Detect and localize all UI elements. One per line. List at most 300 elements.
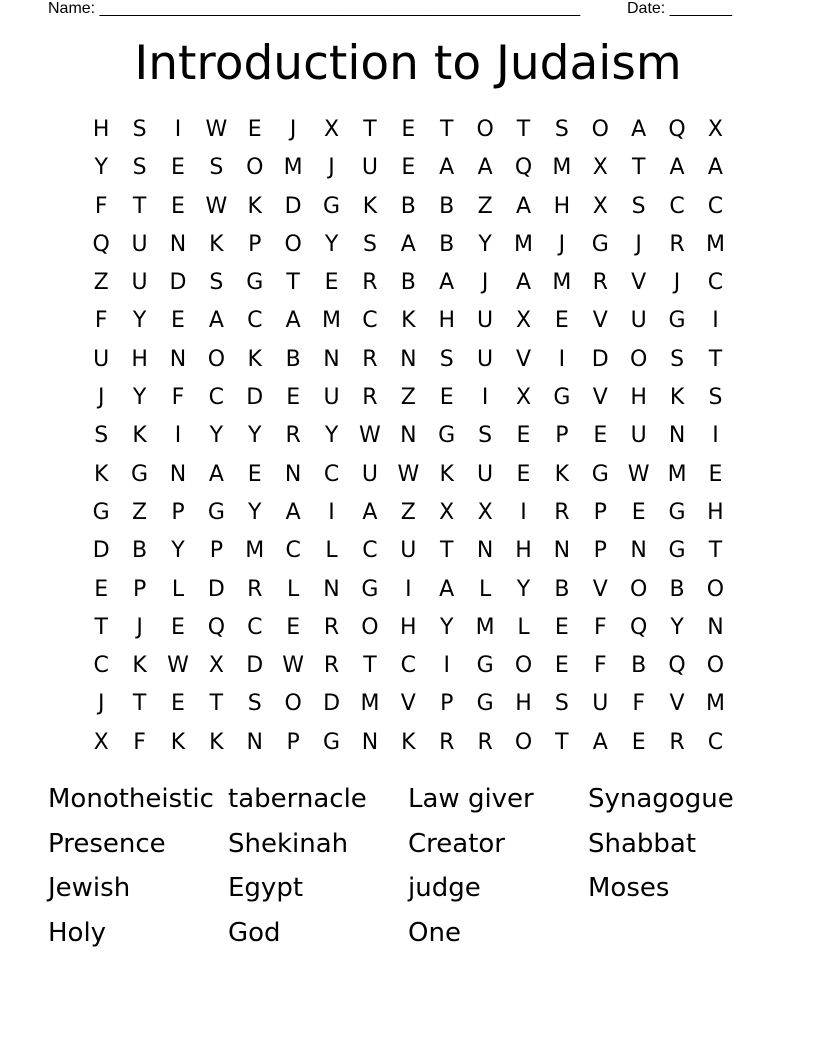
grid-letter: P <box>209 538 223 564</box>
grid-letter: A <box>631 117 647 142</box>
grid-letter: X <box>515 308 532 334</box>
grid-letter: A <box>439 576 455 602</box>
grid-letter: C <box>400 653 416 679</box>
grid-letter: Y <box>132 308 147 334</box>
grid-letter: Z <box>132 499 148 525</box>
grid-letter: K <box>132 423 147 449</box>
grid-letter: M <box>322 308 342 334</box>
grid-letter: Q <box>207 614 226 640</box>
grid-letter: P <box>440 691 454 717</box>
grid-letter: Z <box>400 499 416 525</box>
grid-letter: U <box>630 423 647 449</box>
grid-letter: U <box>93 346 110 372</box>
grid-letter: A <box>515 270 532 296</box>
grid-letter: E <box>516 461 531 487</box>
grid-letter: Y <box>171 538 185 564</box>
grid-letter: A <box>669 155 685 181</box>
grid-letter: E <box>171 308 185 334</box>
grid-letter: W <box>205 117 228 142</box>
page-title: Introduction to Judaism <box>134 36 682 91</box>
grid-letter: U <box>477 308 494 334</box>
grid-letter: C <box>362 308 378 334</box>
grid-letter: X <box>592 193 608 219</box>
grid-letter: C <box>93 653 109 679</box>
grid-letter: T <box>363 117 377 142</box>
grid-letter: K <box>554 461 570 487</box>
grid-letter: D <box>169 270 187 296</box>
grid-letter: U <box>592 691 609 717</box>
grid-letter: O <box>630 576 648 602</box>
grid-letter: S <box>439 346 454 372</box>
grid-letter: N <box>169 231 187 257</box>
grid-letter: E <box>516 423 531 449</box>
grid-letter: I <box>481 385 489 411</box>
grid-letter: G <box>668 308 686 334</box>
word-bank-item: tabernacle <box>228 784 367 814</box>
grid-letter: H <box>630 385 647 411</box>
grid-letter: X <box>324 117 340 142</box>
grid-letter: Y <box>132 385 147 411</box>
word-bank-item: Jewish <box>48 873 131 903</box>
grid-letter: T <box>439 538 454 564</box>
grid-letter: K <box>362 193 378 219</box>
grid-letter: B <box>669 576 685 602</box>
grid-letter: S <box>670 346 685 372</box>
grid-letter: K <box>247 193 262 219</box>
grid-letter: F <box>94 193 108 219</box>
grid-letter: Y <box>94 155 108 181</box>
grid-letter: U <box>131 270 148 296</box>
grid-letter: W <box>205 193 228 219</box>
grid-letter: I <box>712 308 719 334</box>
grid-letter: R <box>669 231 685 257</box>
grid-letter: U <box>361 461 378 487</box>
grid-letter: H <box>92 117 110 142</box>
grid-letter: S <box>554 691 569 717</box>
grid-letter: W <box>282 653 305 679</box>
grid-letter: E <box>593 423 608 449</box>
grid-letter: N <box>246 729 263 755</box>
grid-letter: A <box>439 270 455 296</box>
grid-letter: F <box>94 308 108 334</box>
grid-letter: Y <box>670 614 684 640</box>
grid-letter: C <box>707 270 724 296</box>
grid-letter: U <box>361 155 378 181</box>
grid-letter: P <box>593 499 607 525</box>
grid-letter: C <box>362 538 378 564</box>
grid-letter: S <box>478 423 493 449</box>
grid-letter: N <box>169 346 187 372</box>
grid-letter: T <box>286 270 300 296</box>
grid-letter: K <box>439 461 454 487</box>
grid-letter: Q <box>668 653 686 679</box>
grid-letter: T <box>439 117 454 142</box>
grid-letter: Y <box>516 576 531 602</box>
grid-letter: G <box>668 499 686 525</box>
grid-letter: K <box>93 461 109 487</box>
grid-letter: N <box>284 461 302 487</box>
grid-letter: D <box>246 385 264 411</box>
grid-letter: F <box>171 385 185 411</box>
grid-letter: M <box>283 155 303 181</box>
grid-letter: R <box>362 385 378 411</box>
grid-letter: D <box>207 576 225 602</box>
grid-letter: A <box>439 155 455 181</box>
grid-letter: N <box>476 538 494 564</box>
grid-letter: N <box>553 538 571 564</box>
grid-letter: P <box>286 729 300 755</box>
grid-letter: B <box>285 346 301 372</box>
grid-letter: D <box>92 538 110 564</box>
grid-letter: E <box>554 653 569 679</box>
grid-letter: I <box>174 423 182 449</box>
grid-letter: N <box>400 423 417 449</box>
grid-letter: E <box>247 117 262 142</box>
grid-letter: A <box>208 461 224 487</box>
grid-letter: G <box>553 385 571 411</box>
grid-letter: V <box>592 385 608 411</box>
grid-letter: S <box>209 155 224 181</box>
grid-letter: K <box>209 729 224 755</box>
grid-letter: O <box>630 346 648 372</box>
grid-letter: C <box>247 308 263 334</box>
grid-letter: J <box>97 691 105 717</box>
grid-letter: E <box>94 576 109 602</box>
grid-letter: M <box>360 691 380 717</box>
grid-letter: W <box>397 461 420 487</box>
grid-letter: R <box>669 729 685 755</box>
grid-letter: G <box>668 538 686 564</box>
grid-letter: A <box>707 155 723 181</box>
grid-letter: A <box>477 155 493 181</box>
grid-letter: O <box>284 231 302 257</box>
name-field: Name: ______________________________________________________ <box>48 0 581 17</box>
grid-letter: E <box>286 614 301 640</box>
grid-letter: Y <box>324 423 339 449</box>
grid-letter: W <box>167 653 189 679</box>
grid-letter: I <box>405 576 412 602</box>
grid-letter: E <box>171 193 185 219</box>
grid-letter: R <box>477 729 493 755</box>
grid-letter: U <box>630 308 647 334</box>
grid-letter: E <box>171 155 185 181</box>
grid-letter: H <box>515 691 532 717</box>
grid-letter: D <box>323 691 341 717</box>
grid-letter: T <box>555 729 569 755</box>
grid-letter: O <box>706 576 725 602</box>
grid-letter: N <box>400 346 417 372</box>
grid-letter: V <box>515 346 532 372</box>
grid-letter: X <box>208 653 224 679</box>
grid-letter: L <box>287 576 300 602</box>
grid-letter: T <box>363 653 377 679</box>
grid-letter: P <box>555 423 569 449</box>
grid-letter: F <box>593 653 607 679</box>
word-bank-item: Egypt <box>228 873 304 903</box>
grid-letter: T <box>708 346 723 372</box>
grid-letter: I <box>443 653 450 679</box>
word-bank-item: Law giver <box>408 784 534 814</box>
grid-letter: D <box>284 193 302 219</box>
grid-letter: G <box>361 576 379 602</box>
grid-letter: S <box>362 231 377 257</box>
grid-letter: L <box>325 538 338 564</box>
grid-letter: C <box>208 385 225 411</box>
grid-letter: R <box>323 653 340 679</box>
grid-letter: D <box>246 653 264 679</box>
grid-letter: A <box>592 729 608 755</box>
grid-letter: E <box>554 614 569 640</box>
grid-letter: S <box>247 691 262 717</box>
grid-letter: P <box>171 499 185 525</box>
grid-letter: S <box>132 117 147 142</box>
grid-letter: S <box>631 193 646 219</box>
grid-letter: J <box>481 270 489 296</box>
grid-letter: H <box>707 499 724 525</box>
grid-letter: X <box>515 385 532 411</box>
grid-letter: Y <box>478 231 492 257</box>
date-field: Date: _______ <box>627 0 732 17</box>
grid-letter: H <box>553 193 571 219</box>
grid-letter: T <box>132 193 147 219</box>
grid-letter: O <box>476 117 494 142</box>
grid-letter: M <box>705 231 725 257</box>
grid-letter: M <box>667 461 687 487</box>
grid-letter: N <box>323 576 340 602</box>
grid-letter: T <box>708 538 723 564</box>
grid-letter: A <box>362 499 378 525</box>
grid-letter: U <box>477 346 494 372</box>
grid-letter: G <box>476 691 494 717</box>
word-bank-item: judge <box>408 873 481 903</box>
word-bank-item: Moses <box>588 873 670 903</box>
grid-letter: W <box>359 423 381 449</box>
grid-letter: Y <box>209 423 224 449</box>
grid-letter: N <box>361 729 379 755</box>
grid-letter: E <box>286 385 301 411</box>
grid-letter: N <box>668 423 686 449</box>
grid-letter: G <box>92 499 110 525</box>
grid-letter: D <box>591 346 609 372</box>
grid-letter: O <box>284 691 302 717</box>
grid-letter: E <box>631 729 646 755</box>
grid-letter: H <box>438 308 455 334</box>
grid-letter: C <box>247 614 263 640</box>
grid-letter: O <box>706 653 725 679</box>
grid-letter: R <box>323 614 340 640</box>
word-bank <box>48 777 768 955</box>
grid-letter: E <box>631 499 646 525</box>
grid-letter: A <box>515 193 532 219</box>
grid-letter: R <box>554 499 570 525</box>
grid-letter: F <box>133 729 146 755</box>
grid-letter: G <box>323 729 341 755</box>
grid-letter: O <box>207 346 226 372</box>
grid-letter: X <box>439 499 455 525</box>
grid-letter: E <box>247 461 262 487</box>
grid-letter: V <box>631 270 647 296</box>
word-bank-item: Monotheistic <box>48 784 214 814</box>
word-bank-item: God <box>228 917 281 948</box>
word-bank-item: Synagogue <box>588 784 734 814</box>
grid-letter: E <box>324 270 339 296</box>
word-bank-item: One <box>408 917 461 948</box>
grid-letter: N <box>630 538 647 564</box>
grid-letter: C <box>285 538 301 564</box>
grid-letter: E <box>171 691 185 717</box>
grid-letter: C <box>323 461 340 487</box>
grid-letter: L <box>171 576 185 602</box>
grid-letter: B <box>439 193 455 219</box>
grid-letter: S <box>94 423 109 449</box>
grid-letter: Q <box>630 614 648 640</box>
grid-letter: S <box>708 385 723 411</box>
grid-letter: J <box>289 117 297 142</box>
grid-letter: Y <box>248 499 262 525</box>
word-bank-item: Shekinah <box>228 828 349 859</box>
grid-letter: N <box>707 614 724 640</box>
grid-letter: T <box>132 691 147 717</box>
grid-letter: Z <box>400 385 416 411</box>
grid-letter: R <box>362 346 378 372</box>
grid-letter: S <box>209 270 224 296</box>
grid-letter: X <box>592 155 608 181</box>
grid-letter: T <box>631 155 646 181</box>
grid-letter: K <box>669 385 685 411</box>
grid-letter: J <box>558 231 566 257</box>
grid-letter: G <box>246 270 264 296</box>
grid-letter: X <box>707 117 723 142</box>
grid-letter: I <box>558 346 566 372</box>
grid-letter: A <box>208 308 224 334</box>
grid-letter: H <box>131 346 148 372</box>
grid-letter: I <box>520 499 527 525</box>
word-bank-item: Shabbat <box>588 828 697 859</box>
grid-letter: A <box>400 231 416 257</box>
grid-letter: B <box>400 270 416 296</box>
grid-letter: R <box>592 270 608 296</box>
grid-letter: G <box>207 499 225 525</box>
grid-letter: J <box>673 270 681 296</box>
grid-letter: C <box>707 193 724 219</box>
grid-letter: O <box>361 614 379 640</box>
grid-letter: Q <box>92 231 110 257</box>
grid-letter: F <box>593 614 607 640</box>
grid-letter: T <box>94 614 108 640</box>
grid-letter: K <box>401 308 416 334</box>
grid-letter: E <box>401 155 416 181</box>
grid-letter: R <box>285 423 301 449</box>
grid-letter: Z <box>477 193 493 219</box>
grid-letter: E <box>401 117 416 142</box>
grid-letter: R <box>247 576 263 602</box>
grid-letter: V <box>592 576 608 602</box>
grid-letter: R <box>439 729 455 755</box>
grid-letter: X <box>477 499 493 525</box>
grid-letter: G <box>591 231 609 257</box>
grid-letter: K <box>132 653 147 679</box>
grid-letter: O <box>514 653 533 679</box>
grid-letter: M <box>705 691 725 717</box>
grid-letter: S <box>554 117 569 142</box>
grid-letter: Z <box>93 270 109 296</box>
grid-letter: K <box>209 231 224 257</box>
grid-letter: E <box>708 461 723 487</box>
grid-letter: I <box>174 117 182 142</box>
grid-letter: B <box>631 653 647 679</box>
grid-letter: E <box>171 614 185 640</box>
grid-letter: L <box>517 614 530 640</box>
grid-letter: S <box>132 155 147 181</box>
grid-letter: E <box>554 308 569 334</box>
grid-letter: N <box>323 346 340 372</box>
grid-letter: O <box>591 117 609 142</box>
grid-letter: K <box>170 729 186 755</box>
grid-letter: A <box>285 308 301 334</box>
grid-letter: M <box>552 155 572 181</box>
grid-letter: E <box>439 385 454 411</box>
grid-letter: N <box>169 461 187 487</box>
grid-letter: P <box>248 231 262 257</box>
grid-letter: B <box>400 193 416 219</box>
grid-letter: R <box>362 270 378 296</box>
grid-letter: U <box>323 385 340 411</box>
grid-letter: C <box>707 729 724 755</box>
grid-letter: K <box>247 346 262 372</box>
grid-letter: B <box>439 231 455 257</box>
grid-letter: F <box>632 691 645 717</box>
grid-letter: Y <box>439 614 454 640</box>
grid-letter: V <box>669 691 685 717</box>
grid-letter: J <box>97 385 105 411</box>
grid-letter: G <box>131 461 149 487</box>
grid-letter: T <box>209 691 224 717</box>
grid-letter: V <box>592 308 608 334</box>
grid-letter: G <box>591 461 609 487</box>
grid-letter: Q <box>514 155 533 181</box>
grid-letter: O <box>514 729 533 755</box>
letter-grid <box>82 111 735 762</box>
grid-letter: Y <box>324 231 339 257</box>
word-bank-item: Presence <box>48 828 166 859</box>
grid-letter: L <box>478 576 492 602</box>
grid-letter: X <box>93 729 109 755</box>
grid-letter: U <box>477 461 494 487</box>
grid-letter: H <box>515 538 532 564</box>
grid-letter: J <box>136 614 143 640</box>
grid-letter: M <box>552 270 572 296</box>
grid-letter: A <box>285 499 301 525</box>
grid-letter: I <box>712 423 719 449</box>
grid-letter: U <box>400 538 417 564</box>
grid-letter: G <box>438 423 456 449</box>
grid-letter: Q <box>668 117 686 142</box>
grid-letter: P <box>132 576 147 602</box>
grid-letter: G <box>476 653 494 679</box>
grid-letter: J <box>635 231 642 257</box>
word-bank-item: Creator <box>408 828 505 859</box>
grid-letter: P <box>593 538 607 564</box>
grid-letter: Y <box>248 423 262 449</box>
grid-letter: T <box>516 117 531 142</box>
grid-letter: V <box>400 691 416 717</box>
grid-letter: U <box>131 231 148 257</box>
grid-letter: M <box>245 538 265 564</box>
grid-letter: G <box>323 193 341 219</box>
grid-letter: J <box>328 155 335 181</box>
grid-letter: W <box>627 461 650 487</box>
grid-letter: H <box>400 614 417 640</box>
